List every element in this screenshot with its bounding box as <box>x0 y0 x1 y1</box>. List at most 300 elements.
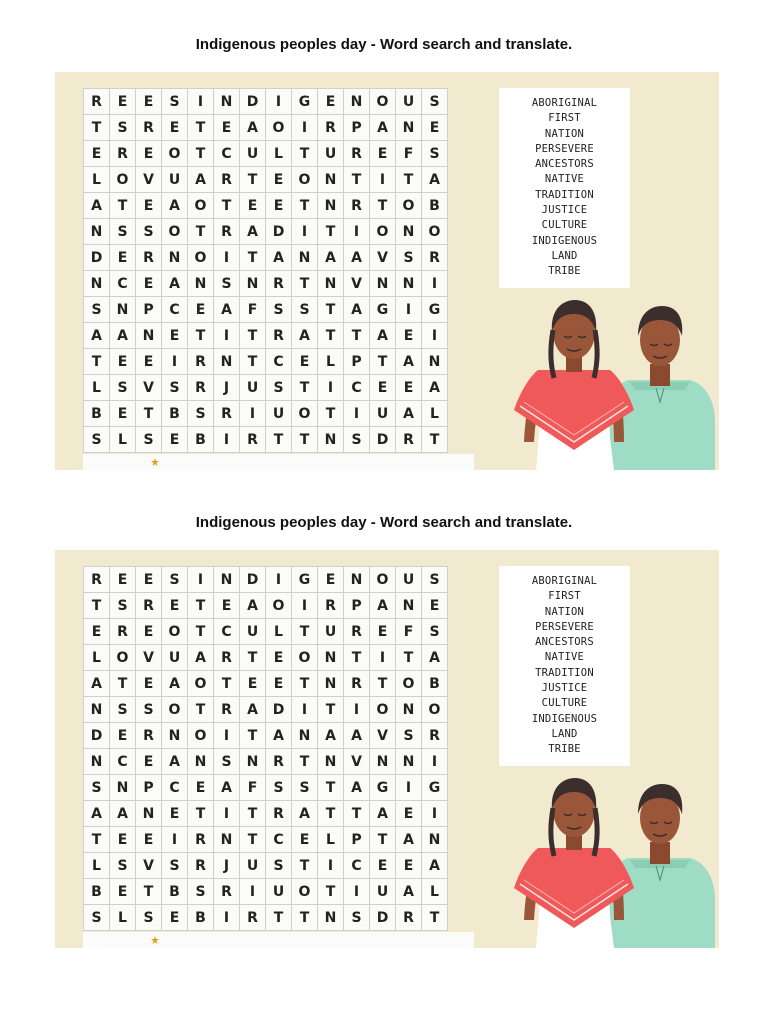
grid-cell[interactable]: B <box>84 401 110 427</box>
grid-cell[interactable]: T <box>318 775 344 801</box>
grid-cell[interactable]: I <box>344 879 370 905</box>
grid-cell[interactable]: I <box>214 905 240 931</box>
grid-cell[interactable]: T <box>188 115 214 141</box>
grid-cell[interactable]: R <box>84 89 110 115</box>
grid-cell[interactable]: E <box>162 115 188 141</box>
grid-cell[interactable]: A <box>266 723 292 749</box>
grid-cell[interactable]: C <box>266 349 292 375</box>
grid-cell[interactable]: U <box>162 645 188 671</box>
grid-cell[interactable]: T <box>110 671 136 697</box>
grid-cell[interactable]: T <box>214 671 240 697</box>
grid-cell[interactable]: D <box>84 723 110 749</box>
grid-cell[interactable]: E <box>136 349 162 375</box>
grid-cell[interactable]: N <box>396 749 422 775</box>
grid-cell[interactable]: I <box>162 349 188 375</box>
grid-cell[interactable]: N <box>214 349 240 375</box>
grid-cell[interactable]: E <box>110 349 136 375</box>
grid-cell[interactable]: N <box>188 271 214 297</box>
grid-cell[interactable]: E <box>136 271 162 297</box>
grid-cell[interactable]: A <box>396 349 422 375</box>
grid-cell[interactable]: B <box>422 671 448 697</box>
grid-cell[interactable]: T <box>292 619 318 645</box>
grid-cell[interactable]: T <box>136 401 162 427</box>
grid-cell[interactable]: S <box>396 723 422 749</box>
grid-cell[interactable]: O <box>422 697 448 723</box>
grid-cell[interactable]: P <box>344 115 370 141</box>
grid-cell[interactable]: E <box>214 115 240 141</box>
grid-cell[interactable]: A <box>84 801 110 827</box>
grid-cell[interactable]: U <box>240 619 266 645</box>
grid-cell[interactable]: C <box>162 775 188 801</box>
grid-cell[interactable]: N <box>214 89 240 115</box>
grid-cell[interactable]: A <box>318 723 344 749</box>
grid-cell[interactable]: A <box>162 671 188 697</box>
grid-cell[interactable]: S <box>110 853 136 879</box>
grid-cell[interactable]: N <box>396 593 422 619</box>
grid-cell[interactable]: C <box>214 619 240 645</box>
grid-cell[interactable]: I <box>344 401 370 427</box>
grid-cell[interactable]: N <box>370 749 396 775</box>
grid-cell[interactable]: S <box>136 905 162 931</box>
grid-cell[interactable]: T <box>240 645 266 671</box>
grid-cell[interactable]: E <box>136 193 162 219</box>
grid-cell[interactable]: T <box>292 671 318 697</box>
grid-cell[interactable]: N <box>84 697 110 723</box>
grid-cell[interactable]: J <box>214 375 240 401</box>
grid-cell[interactable]: R <box>240 427 266 453</box>
grid-cell[interactable]: T <box>396 167 422 193</box>
grid-cell[interactable]: R <box>110 141 136 167</box>
grid-cell[interactable]: A <box>344 775 370 801</box>
grid-cell[interactable]: S <box>396 245 422 271</box>
grid-cell[interactable]: E <box>266 645 292 671</box>
grid-cell[interactable]: A <box>240 115 266 141</box>
grid-cell[interactable]: N <box>84 219 110 245</box>
grid-cell[interactable]: S <box>422 567 448 593</box>
grid-cell[interactable]: N <box>396 115 422 141</box>
grid-cell[interactable]: I <box>292 219 318 245</box>
grid-cell[interactable]: A <box>214 297 240 323</box>
grid-cell[interactable]: I <box>266 567 292 593</box>
grid-cell[interactable]: C <box>344 375 370 401</box>
grid-cell[interactable]: O <box>162 697 188 723</box>
grid-cell[interactable]: U <box>266 879 292 905</box>
grid-cell[interactable]: L <box>84 853 110 879</box>
grid-cell[interactable]: J <box>214 853 240 879</box>
grid-cell[interactable]: G <box>292 567 318 593</box>
grid-cell[interactable]: D <box>266 697 292 723</box>
grid-cell[interactable]: R <box>214 167 240 193</box>
grid-cell[interactable]: S <box>162 853 188 879</box>
grid-cell[interactable]: T <box>292 427 318 453</box>
grid-cell[interactable]: N <box>240 271 266 297</box>
grid-cell[interactable]: R <box>266 749 292 775</box>
grid-cell[interactable]: A <box>370 323 396 349</box>
grid-cell[interactable]: N <box>318 749 344 775</box>
grid-cell[interactable]: I <box>188 567 214 593</box>
grid-cell[interactable]: S <box>422 89 448 115</box>
grid-cell[interactable]: A <box>162 749 188 775</box>
grid-cell[interactable]: P <box>136 775 162 801</box>
grid-cell[interactable]: A <box>370 801 396 827</box>
grid-cell[interactable]: V <box>370 245 396 271</box>
grid-cell[interactable]: E <box>396 801 422 827</box>
grid-cell[interactable]: O <box>110 167 136 193</box>
grid-cell[interactable]: O <box>188 723 214 749</box>
grid-cell[interactable]: V <box>136 645 162 671</box>
grid-cell[interactable]: A <box>188 167 214 193</box>
grid-cell[interactable]: N <box>162 723 188 749</box>
grid-cell[interactable]: N <box>422 349 448 375</box>
grid-cell[interactable]: T <box>370 193 396 219</box>
grid-cell[interactable]: A <box>422 645 448 671</box>
grid-cell[interactable]: O <box>188 193 214 219</box>
grid-cell[interactable]: L <box>318 827 344 853</box>
grid-cell[interactable]: B <box>422 193 448 219</box>
grid-cell[interactable]: D <box>240 567 266 593</box>
grid-cell[interactable]: A <box>292 801 318 827</box>
grid-cell[interactable]: R <box>344 193 370 219</box>
grid-cell[interactable]: F <box>240 775 266 801</box>
grid-cell[interactable]: I <box>422 801 448 827</box>
grid-cell[interactable]: O <box>396 193 422 219</box>
grid-cell[interactable]: T <box>136 879 162 905</box>
grid-cell[interactable]: S <box>136 697 162 723</box>
grid-cell[interactable]: E <box>318 89 344 115</box>
grid-cell[interactable]: T <box>318 219 344 245</box>
grid-cell[interactable]: L <box>84 645 110 671</box>
grid-cell[interactable]: R <box>188 349 214 375</box>
grid-cell[interactable]: T <box>292 271 318 297</box>
grid-cell[interactable]: T <box>292 193 318 219</box>
grid-cell[interactable]: E <box>110 567 136 593</box>
grid-cell[interactable]: S <box>136 427 162 453</box>
grid-cell[interactable]: T <box>240 349 266 375</box>
grid-cell[interactable]: O <box>370 219 396 245</box>
grid-cell[interactable]: R <box>136 723 162 749</box>
grid-cell[interactable]: N <box>422 827 448 853</box>
grid-cell[interactable]: T <box>188 619 214 645</box>
grid-cell[interactable]: R <box>188 827 214 853</box>
grid-cell[interactable]: T <box>370 827 396 853</box>
grid-cell[interactable]: S <box>84 775 110 801</box>
grid-cell[interactable]: T <box>188 593 214 619</box>
grid-cell[interactable]: R <box>110 619 136 645</box>
grid-cell[interactable]: N <box>318 905 344 931</box>
grid-cell[interactable]: O <box>370 697 396 723</box>
grid-cell[interactable]: V <box>136 167 162 193</box>
grid-cell[interactable]: R <box>422 245 448 271</box>
grid-cell[interactable]: E <box>422 593 448 619</box>
grid-cell[interactable]: E <box>136 749 162 775</box>
grid-cell[interactable]: R <box>214 219 240 245</box>
grid-cell[interactable]: E <box>136 619 162 645</box>
grid-cell[interactable]: R <box>188 853 214 879</box>
grid-cell[interactable]: O <box>188 245 214 271</box>
grid-cell[interactable]: R <box>84 567 110 593</box>
grid-cell[interactable]: A <box>292 323 318 349</box>
grid-cell[interactable]: N <box>240 749 266 775</box>
grid-cell[interactable]: I <box>344 697 370 723</box>
grid-cell[interactable]: L <box>422 879 448 905</box>
grid-cell[interactable]: N <box>318 671 344 697</box>
grid-cell[interactable]: S <box>162 89 188 115</box>
grid-cell[interactable]: E <box>292 827 318 853</box>
grid-cell[interactable]: S <box>266 375 292 401</box>
grid-cell[interactable]: R <box>396 905 422 931</box>
grid-cell[interactable]: A <box>422 375 448 401</box>
grid-cell[interactable]: S <box>162 375 188 401</box>
grid-cell[interactable]: T <box>344 323 370 349</box>
grid-cell[interactable]: O <box>266 593 292 619</box>
grid-cell[interactable]: O <box>292 645 318 671</box>
grid-cell[interactable]: N <box>214 827 240 853</box>
grid-cell[interactable]: C <box>344 853 370 879</box>
grid-cell[interactable]: N <box>370 271 396 297</box>
grid-cell[interactable]: O <box>292 167 318 193</box>
grid-cell[interactable]: G <box>370 297 396 323</box>
grid-cell[interactable]: N <box>318 427 344 453</box>
grid-cell[interactable]: G <box>370 775 396 801</box>
grid-cell[interactable]: I <box>396 297 422 323</box>
grid-cell[interactable]: I <box>422 323 448 349</box>
grid-cell[interactable]: U <box>240 853 266 879</box>
grid-cell[interactable]: L <box>84 167 110 193</box>
grid-cell[interactable]: S <box>214 749 240 775</box>
grid-cell[interactable]: R <box>188 375 214 401</box>
grid-cell[interactable]: S <box>188 401 214 427</box>
grid-cell[interactable]: S <box>84 297 110 323</box>
grid-cell[interactable]: E <box>396 323 422 349</box>
grid-cell[interactable]: E <box>136 141 162 167</box>
grid-cell[interactable]: T <box>188 141 214 167</box>
grid-cell[interactable]: A <box>84 323 110 349</box>
grid-cell[interactable]: E <box>110 723 136 749</box>
grid-cell[interactable]: S <box>292 775 318 801</box>
grid-cell[interactable]: T <box>344 801 370 827</box>
grid-cell[interactable]: A <box>162 271 188 297</box>
grid-cell[interactable]: T <box>266 427 292 453</box>
grid-cell[interactable]: S <box>110 375 136 401</box>
grid-cell[interactable]: I <box>162 827 188 853</box>
grid-cell[interactable]: N <box>84 749 110 775</box>
grid-cell[interactable]: A <box>266 245 292 271</box>
grid-cell[interactable]: T <box>84 349 110 375</box>
grid-cell[interactable]: U <box>318 619 344 645</box>
grid-cell[interactable]: I <box>240 401 266 427</box>
grid-cell[interactable]: T <box>84 115 110 141</box>
grid-cell[interactable]: O <box>292 879 318 905</box>
grid-cell[interactable]: T <box>110 193 136 219</box>
grid-cell[interactable]: T <box>240 245 266 271</box>
grid-cell[interactable]: N <box>344 89 370 115</box>
grid-cell[interactable]: N <box>136 801 162 827</box>
grid-cell[interactable]: E <box>84 141 110 167</box>
grid-cell[interactable]: S <box>110 115 136 141</box>
grid-cell[interactable]: L <box>110 905 136 931</box>
grid-cell[interactable]: E <box>136 827 162 853</box>
grid-cell[interactable]: R <box>396 427 422 453</box>
grid-cell[interactable]: R <box>136 245 162 271</box>
grid-cell[interactable]: I <box>318 375 344 401</box>
grid-cell[interactable]: C <box>110 749 136 775</box>
grid-cell[interactable]: N <box>292 245 318 271</box>
grid-cell[interactable]: E <box>110 245 136 271</box>
grid-cell[interactable]: I <box>370 645 396 671</box>
grid-cell[interactable]: T <box>370 349 396 375</box>
grid-cell[interactable]: U <box>396 89 422 115</box>
grid-cell[interactable]: E <box>318 567 344 593</box>
grid-cell[interactable]: T <box>396 645 422 671</box>
grid-cell[interactable]: T <box>240 827 266 853</box>
grid-cell[interactable]: S <box>110 593 136 619</box>
grid-cell[interactable]: U <box>240 141 266 167</box>
grid-cell[interactable]: N <box>110 775 136 801</box>
grid-cell[interactable]: I <box>318 853 344 879</box>
grid-cell[interactable]: A <box>344 245 370 271</box>
grid-cell[interactable]: T <box>318 323 344 349</box>
grid-cell[interactable]: V <box>344 749 370 775</box>
grid-cell[interactable]: E <box>370 141 396 167</box>
grid-cell[interactable]: U <box>396 567 422 593</box>
grid-cell[interactable]: U <box>318 141 344 167</box>
grid-cell[interactable]: T <box>240 801 266 827</box>
grid-cell[interactable]: R <box>136 115 162 141</box>
grid-cell[interactable]: N <box>318 167 344 193</box>
grid-cell[interactable]: O <box>110 645 136 671</box>
grid-cell[interactable]: B <box>188 905 214 931</box>
grid-cell[interactable]: D <box>84 245 110 271</box>
grid-cell[interactable]: T <box>214 193 240 219</box>
grid-cell[interactable]: B <box>162 401 188 427</box>
grid-cell[interactable]: O <box>162 619 188 645</box>
grid-cell[interactable]: A <box>240 697 266 723</box>
grid-cell[interactable]: L <box>266 619 292 645</box>
grid-cell[interactable]: E <box>422 115 448 141</box>
grid-cell[interactable]: O <box>422 219 448 245</box>
grid-cell[interactable]: T <box>370 671 396 697</box>
grid-cell[interactable]: E <box>162 323 188 349</box>
grid-cell[interactable]: T <box>240 167 266 193</box>
grid-cell[interactable]: T <box>292 749 318 775</box>
grid-cell[interactable]: S <box>214 271 240 297</box>
grid-cell[interactable]: R <box>318 115 344 141</box>
grid-cell[interactable]: V <box>136 375 162 401</box>
grid-cell[interactable]: E <box>214 593 240 619</box>
grid-cell[interactable]: A <box>162 193 188 219</box>
grid-cell[interactable]: V <box>370 723 396 749</box>
grid-cell[interactable]: S <box>266 297 292 323</box>
grid-cell[interactable]: C <box>214 141 240 167</box>
grid-cell[interactable]: E <box>162 427 188 453</box>
grid-cell[interactable]: U <box>370 879 396 905</box>
grid-cell[interactable]: E <box>266 671 292 697</box>
grid-cell[interactable]: N <box>292 723 318 749</box>
grid-cell[interactable]: B <box>84 879 110 905</box>
grid-cell[interactable]: T <box>188 323 214 349</box>
grid-cell[interactable]: E <box>240 193 266 219</box>
grid-cell[interactable]: O <box>188 671 214 697</box>
grid-cell[interactable]: E <box>188 775 214 801</box>
grid-cell[interactable]: I <box>292 593 318 619</box>
grid-cell[interactable]: T <box>422 905 448 931</box>
grid-cell[interactable]: E <box>188 297 214 323</box>
grid-cell[interactable]: I <box>188 89 214 115</box>
grid-cell[interactable]: I <box>396 775 422 801</box>
grid-cell[interactable]: T <box>188 801 214 827</box>
grid-cell[interactable]: F <box>396 141 422 167</box>
grid-cell[interactable]: T <box>318 879 344 905</box>
grid-cell[interactable]: I <box>214 427 240 453</box>
grid-cell[interactable]: R <box>214 401 240 427</box>
grid-cell[interactable]: S <box>266 853 292 879</box>
grid-cell[interactable]: G <box>422 297 448 323</box>
grid-cell[interactable]: I <box>422 271 448 297</box>
grid-cell[interactable]: A <box>396 401 422 427</box>
grid-cell[interactable]: E <box>136 567 162 593</box>
grid-cell[interactable]: S <box>344 427 370 453</box>
grid-cell[interactable]: T <box>318 401 344 427</box>
grid-cell[interactable]: E <box>162 801 188 827</box>
grid-cell[interactable]: R <box>136 593 162 619</box>
grid-cell[interactable]: P <box>344 349 370 375</box>
grid-cell[interactable]: L <box>318 349 344 375</box>
grid-cell[interactable]: E <box>136 89 162 115</box>
grid-cell[interactable]: A <box>396 827 422 853</box>
grid-cell[interactable]: T <box>344 645 370 671</box>
grid-cell[interactable]: N <box>188 749 214 775</box>
grid-cell[interactable]: E <box>162 905 188 931</box>
grid-cell[interactable]: A <box>214 775 240 801</box>
grid-cell[interactable]: R <box>214 645 240 671</box>
grid-cell[interactable]: A <box>188 645 214 671</box>
grid-cell[interactable]: E <box>110 89 136 115</box>
grid-cell[interactable]: T <box>422 427 448 453</box>
grid-cell[interactable]: T <box>84 827 110 853</box>
grid-cell[interactable]: A <box>84 671 110 697</box>
grid-cell[interactable]: N <box>396 271 422 297</box>
grid-cell[interactable]: T <box>344 167 370 193</box>
grid-cell[interactable]: R <box>318 593 344 619</box>
grid-cell[interactable]: O <box>370 567 396 593</box>
grid-cell[interactable]: T <box>292 853 318 879</box>
grid-cell[interactable]: N <box>318 271 344 297</box>
grid-cell[interactable]: S <box>188 879 214 905</box>
grid-cell[interactable]: R <box>344 619 370 645</box>
grid-cell[interactable]: U <box>162 167 188 193</box>
grid-cell[interactable]: E <box>266 167 292 193</box>
grid-cell[interactable]: I <box>214 801 240 827</box>
grid-cell[interactable]: U <box>266 401 292 427</box>
grid-cell[interactable]: P <box>344 827 370 853</box>
grid-cell[interactable]: T <box>240 323 266 349</box>
grid-cell[interactable]: R <box>240 905 266 931</box>
grid-cell[interactable]: E <box>84 619 110 645</box>
grid-cell[interactable]: E <box>110 879 136 905</box>
grid-cell[interactable]: V <box>344 271 370 297</box>
grid-cell[interactable]: I <box>214 245 240 271</box>
grid-cell[interactable]: U <box>240 375 266 401</box>
grid-cell[interactable]: P <box>136 297 162 323</box>
grid-cell[interactable]: I <box>370 167 396 193</box>
grid-cell[interactable]: E <box>110 827 136 853</box>
grid-cell[interactable]: N <box>344 567 370 593</box>
grid-cell[interactable]: R <box>266 801 292 827</box>
grid-cell[interactable]: S <box>110 697 136 723</box>
grid-cell[interactable]: G <box>422 775 448 801</box>
grid-cell[interactable]: R <box>214 697 240 723</box>
grid-cell[interactable]: L <box>84 375 110 401</box>
